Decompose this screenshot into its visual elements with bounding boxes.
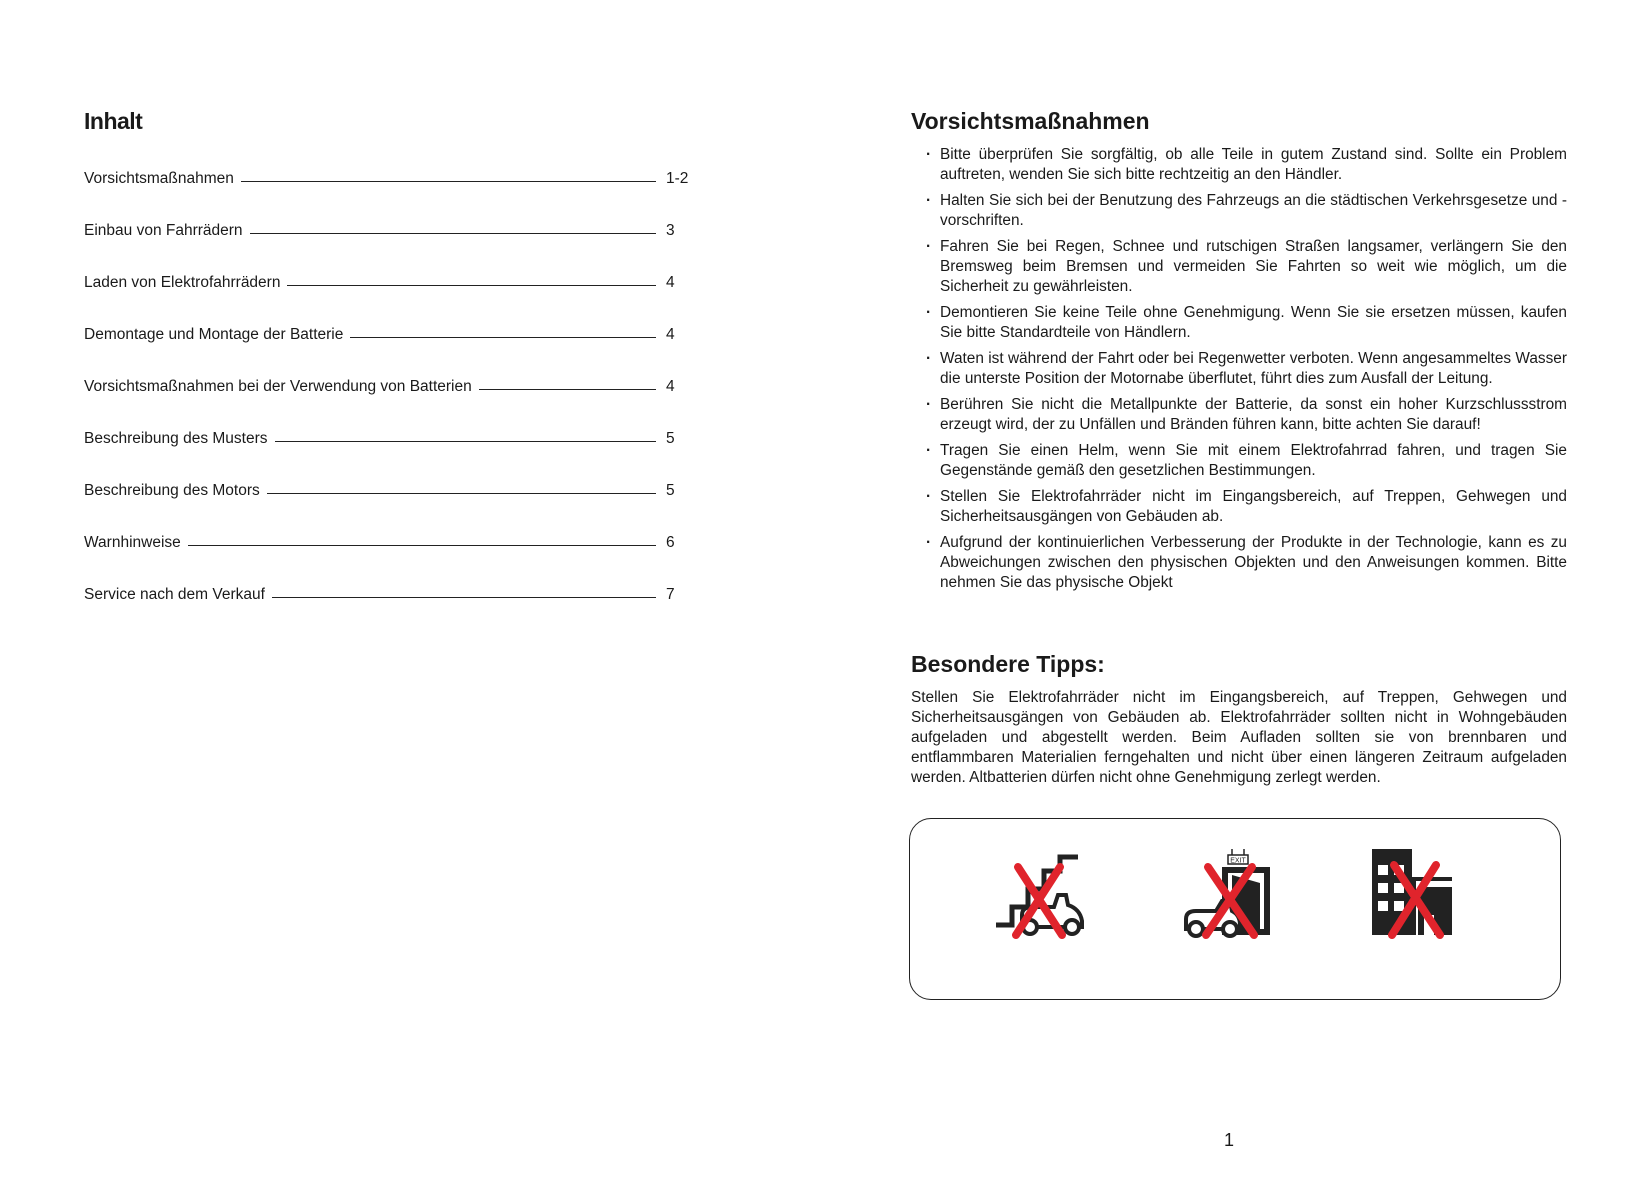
toc-item [84, 309, 696, 361]
precaution-item: · Fahren Sie bei Regen, Schnee und rutschigen Straßen langsamer, verlängern Sie den Bremsweg beim Bremsen und vermeiden Sie Fahrten so weit wie möglich, um die Sicherheit zu gewährleisten. [911, 237, 1567, 297]
precautions-title: Vorsichtsmaßnahmen [911, 108, 1150, 134]
page-number: 1 [1224, 1130, 1235, 1150]
precaution-item: · Waten ist während der Fahrt oder bei Regenwetter verboten. Wenn angesammeltes Wasser die unterste Position der Motornabe überflutet, führt dies zum Ausfall der Leitung. [911, 349, 1567, 389]
precaution-item: · Stellen Sie Elektrofahrräder nicht im Eingangsbereich, auf Treppen, Gehwegen und Sicherheitsausgängen von Gebäuden ab. [911, 487, 1567, 527]
exit-sign-text: EXIT [1230, 857, 1246, 865]
precaution-item: · Bitte überprüfen Sie sorgfältig, ob alle Teile in gutem Zustand sind. Sollte ein Problem auftreten, wenden Sie sich bitte rechtzeitig an den Händler. [911, 145, 1567, 185]
toc-item-page: 7 [666, 586, 675, 603]
toc-title: Inhalt [84, 108, 143, 134]
precaution-item: · Tragen Sie einen Helm, wenn Sie mit einem Elektrofahrrad fahren, und tragen Sie Gegenstände gemäß den gesetzlichen Bestimmungen. [911, 441, 1567, 481]
toc-item-label: Vorsichtsmaßnahmen bei der Verwendung von Batterien [84, 378, 472, 395]
toc-leader-line [350, 337, 656, 338]
toc-leader-line [250, 233, 656, 234]
toc-item-page: 4 [666, 274, 675, 291]
toc-leader-line [188, 545, 656, 546]
table-of-contents [84, 108, 696, 621]
precaution-item: · Berühren Sie nicht die Metallpunkte der Batterie, da sonst ein hoher Kurzschlussstrom erzeugt wird, der zu Unfällen und Bränden führen kann, bitte achten Sie darauf! [911, 395, 1567, 435]
toc-item [84, 517, 696, 569]
precaution-item: · Aufgrund der kontinuierlichen Verbesserung der Produkte in der Technologie, kann es zu Abweichungen zwischen den physischen Objekten und den Anweisungen kommen. Bitte nehmen Sie das physische Objekt [911, 533, 1567, 593]
precaution-item: · Halten Sie sich bei der Benutzung des Fahrzeugs an die städtischen Verkehrsgesetze und -vorschriften. [911, 191, 1567, 231]
toc-leader-line [479, 389, 656, 390]
toc-item-label: Laden von Elektrofahrrädern [84, 274, 281, 291]
precautions-section [911, 108, 1567, 788]
toc-item-label: Vorsichtsmaßnahmen [84, 170, 234, 187]
toc-item [84, 413, 696, 465]
toc-item [84, 153, 696, 205]
tips-title: Besondere Tipps: [911, 651, 1105, 677]
toc-item-page: 4 [666, 326, 675, 343]
toc-item [84, 257, 696, 309]
no-parking-at-exit-icon [1182, 845, 1282, 941]
toc-item-page: 1-2 [666, 170, 689, 187]
toc-item-page: 4 [666, 378, 675, 395]
toc-item-label: Warnhinweise [84, 534, 181, 551]
toc-item-label: Beschreibung des Musters [84, 430, 268, 447]
tips-text: Stellen Sie Elektrofahrräder nicht im Eingangsbereich, auf Treppen, Gehwegen und Sicherheitsausgängen von Gebäuden ab. Elektrofahrräder sollten nicht in Wohngebäuden aufgeladen und abgestellt werden. Beim Aufladen sollten sie von brennbaren und entflammbaren Materialien ferngehalten und nicht über einen längeren Zeitraum aufgeladen werden. Altbatterien dürfen nicht ohne Genehmigung zerlegt werden. [911, 689, 1567, 786]
toc-item [84, 361, 696, 413]
toc-item-page: 5 [666, 430, 675, 447]
toc-item-label: Demontage und Montage der Batterie [84, 326, 344, 343]
toc-item-page: 3 [666, 222, 675, 239]
toc-item-label: Einbau von Fahrrädern [84, 222, 243, 239]
toc-leader-line [272, 597, 656, 598]
no-parking-on-stairs-icon [992, 845, 1092, 941]
toc-item [84, 569, 696, 621]
toc-list [84, 153, 696, 621]
toc-item [84, 205, 696, 257]
toc-leader-line [275, 441, 656, 442]
toc-item-page: 5 [666, 482, 675, 499]
precaution-item: · Demontieren Sie keine Teile ohne Genehmigung. Wenn Sie sie ersetzen müssen, kaufen Sie bitte Standardteile von Händlern. [911, 303, 1567, 343]
precautions-list [911, 145, 1567, 593]
toc-item-label: Beschreibung des Motors [84, 482, 260, 499]
toc-leader-line [267, 493, 656, 494]
toc-item-label: Service nach dem Verkauf [84, 586, 265, 603]
toc-leader-line [287, 285, 656, 286]
no-parking-in-building-icon [1366, 845, 1466, 941]
toc-leader-line [241, 181, 656, 182]
toc-item [84, 465, 696, 517]
toc-item-page: 6 [666, 534, 675, 551]
prohibition-icons-box [909, 818, 1561, 1000]
